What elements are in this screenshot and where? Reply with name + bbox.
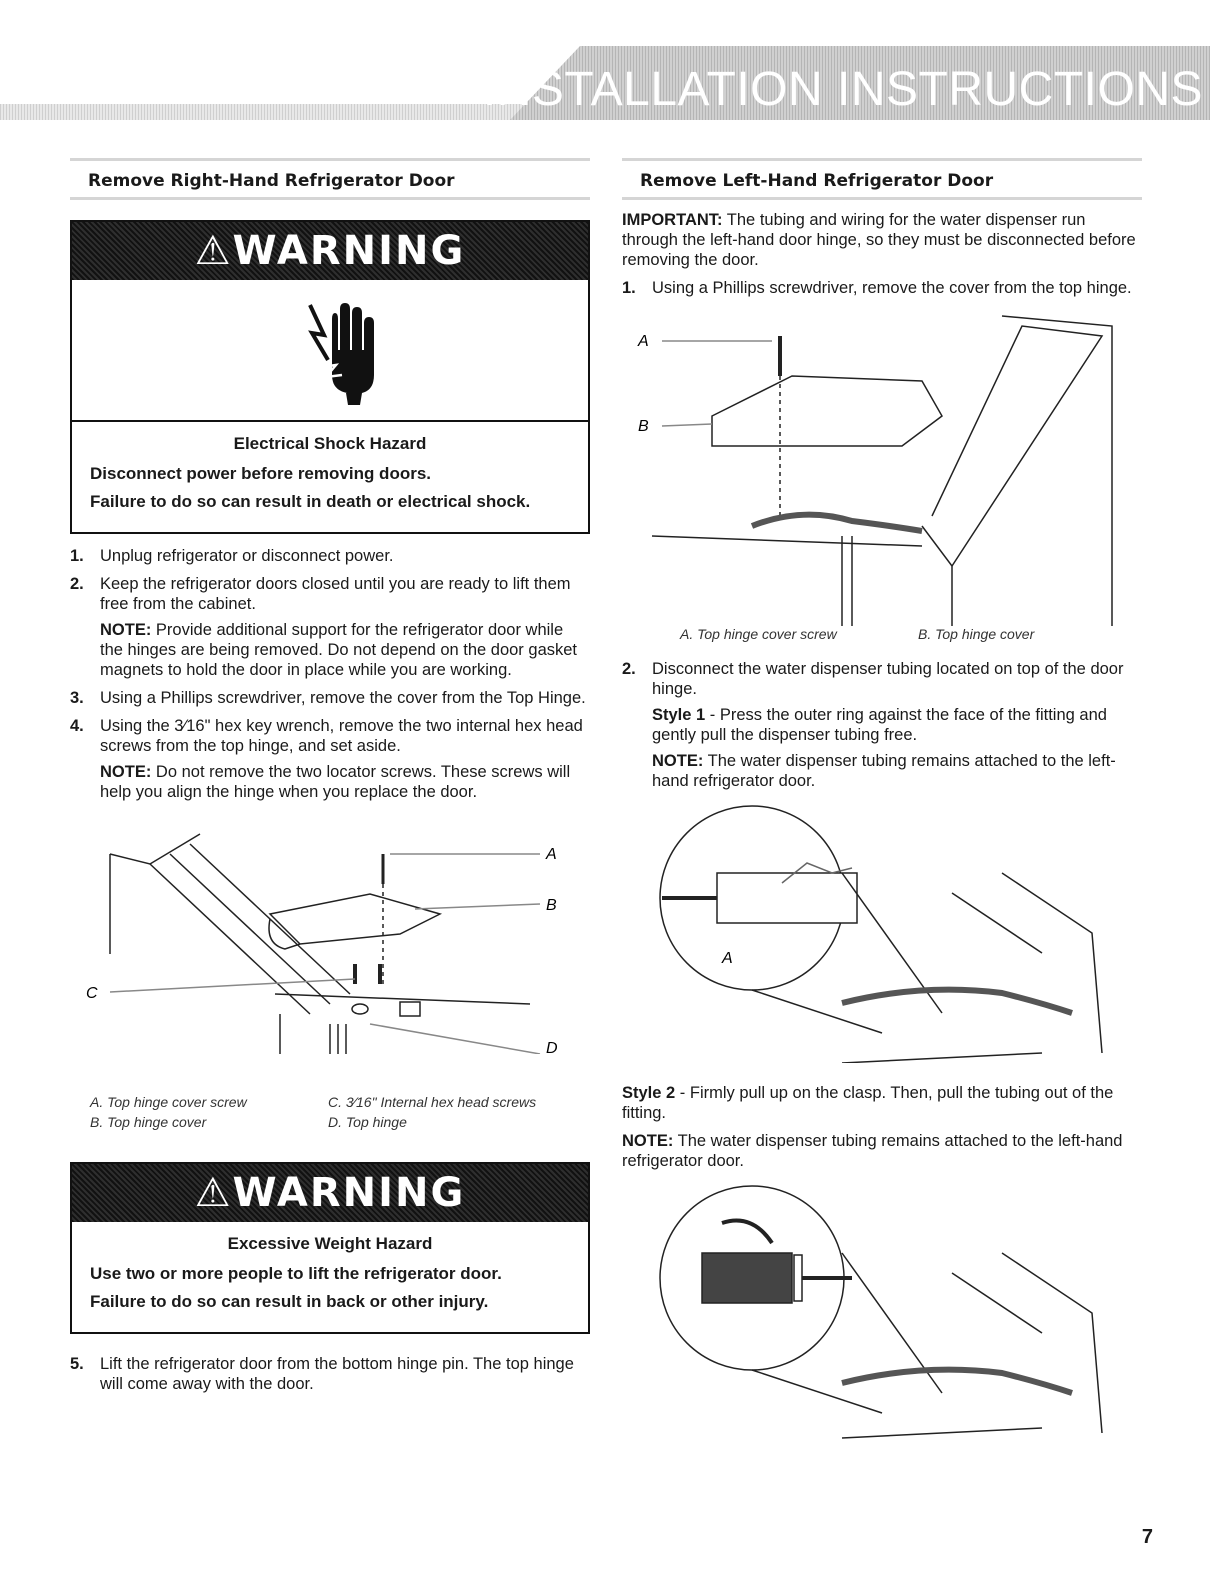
warning-box-weight xyxy=(70,1162,590,1334)
hazard-title: Electrical Shock Hazard xyxy=(233,434,427,453)
left-hinge-cover-diagram xyxy=(622,306,1142,626)
figure-right-hinge xyxy=(70,824,590,1134)
style-1-fitting-diagram xyxy=(622,803,1142,1063)
page-number: 7 xyxy=(1141,1526,1153,1548)
warning-line-1: Use two or more people to lift the refrigerator door. xyxy=(90,1264,502,1283)
caption-b: B. Top hinge cover xyxy=(90,1114,207,1130)
warning-bar xyxy=(72,1164,588,1222)
step-4: 4. Using the 3⁄16" hex key wrench, remove the two internal hex head screws from the top hinge, and set aside. NOTE: Do not remove the two locator screws. These screws will help you align the hinge when you replace the door. xyxy=(70,716,590,802)
style-2-fitting-diagram xyxy=(622,1183,1142,1443)
right-hinge-diagram xyxy=(70,824,590,1054)
section-heading-right-hand-door: Remove Right-Hand Refrigerator Door xyxy=(70,158,590,200)
steps-list-lift xyxy=(70,1354,590,1394)
steps-list-right-hand xyxy=(70,546,590,802)
electrical-shock-hand-icon xyxy=(72,280,588,420)
step-5: 5. Lift the refrigerator door from the bottom hinge pin. The top hinge will come away with the door. xyxy=(70,1355,574,1393)
page-title: INSTALLATION INSTRUCTIONS xyxy=(482,63,1203,116)
label-d: D xyxy=(546,1040,558,1054)
figure-style-1-fitting xyxy=(622,803,1142,1073)
step-3: 3. Using a Phillips screwdriver, remove the cover from the Top Hinge. xyxy=(70,689,586,707)
step-2: 2. Disconnect the water dispenser tubing located on top of the door hinge. Style 1 - Press the outer ring against the face of the fitting and gently pull the dispenser tubing free. NOTE: The water dispenser tubing remains attached to the left-hand refrigerator door. xyxy=(622,659,1142,791)
style-2-paragraph: Style 2 - Firmly pull up on the clasp. Then, pull the tubing out of the fitting. xyxy=(622,1084,1114,1122)
caption-c: C. 3⁄16" Internal hex head screws xyxy=(328,1094,537,1110)
label-a: A xyxy=(546,846,557,863)
important-paragraph: IMPORTANT: The tubing and wiring for the water dispenser run through the left-hand door hinge, so they must be disconnected before removing the door. xyxy=(622,211,1136,269)
step-2-note: NOTE: Provide additional support for the refrigerator door while the hinges are being removed. Do not depend on the door gasket magnets to hold the door in place while you are working. xyxy=(100,621,578,679)
caption-a: A. Top hinge cover screw xyxy=(680,626,837,642)
style-1-paragraph: Style 1 - Press the outer ring against the face of the fitting and gently pull the dispenser tubing free. xyxy=(652,706,1107,744)
warning-label: WARNING xyxy=(232,228,466,274)
warning-line-2: Failure to do so can result in back or other injury. xyxy=(90,1292,489,1311)
label-b: B xyxy=(638,418,649,435)
warning-triangle-icon: ⚠ xyxy=(194,228,233,274)
figure-style-2-fitting xyxy=(622,1183,1142,1443)
warning-box-electrical xyxy=(70,220,590,534)
section-heading-left-hand-door: Remove Left-Hand Refrigerator Door xyxy=(622,158,1142,200)
step-1: 1. Using a Phillips screwdriver, remove the cover from the top hinge. xyxy=(622,279,1132,297)
steps-list-left-hand xyxy=(622,278,1142,298)
header-band xyxy=(0,46,1225,122)
shock-icon-area xyxy=(72,280,588,422)
left-column xyxy=(70,158,590,1402)
warning-line-2: Failure to do so can result in death or electrical shock. xyxy=(90,492,531,511)
step-4-note: NOTE: Do not remove the two locator screws. These screws will help you align the hinge when you replace the door. xyxy=(100,763,571,801)
step-1: 1. Unplug refrigerator or disconnect power. xyxy=(70,547,394,565)
label-a: A xyxy=(638,333,649,350)
label-c: C xyxy=(86,985,98,1002)
step-2: 2. Keep the refrigerator doors closed until you are ready to lift them free from the cabinet. NOTE: Provide additional support for the refrigerator door while the hinges are being removed. Do not depend on the door gasket magnets to hold the door in place while you are working. xyxy=(70,574,590,680)
label-a: A xyxy=(722,950,733,967)
warning-line-1: Disconnect power before removing doors. xyxy=(90,464,432,483)
step-2-note: NOTE: The water dispenser tubing remains attached to the left-hand refrigerator door. xyxy=(652,752,1116,790)
caption-b: B. Top hinge cover xyxy=(918,626,1035,642)
warning-triangle-icon: ⚠ xyxy=(194,1170,233,1216)
steps-list-disconnect xyxy=(622,659,1142,791)
right-column xyxy=(622,158,1142,1443)
warning-bar xyxy=(72,222,588,280)
warning-label: WARNING xyxy=(232,1170,466,1216)
label-b: B xyxy=(546,897,557,914)
caption-a: A. Top hinge cover screw xyxy=(90,1094,247,1110)
hazard-title: Excessive Weight Hazard xyxy=(227,1234,433,1253)
figure-left-hinge-cover xyxy=(622,306,1142,651)
style-2-note: NOTE: The water dispenser tubing remains attached to the left-hand refrigerator door. xyxy=(622,1132,1123,1170)
caption-d: D. Top hinge xyxy=(328,1114,407,1130)
